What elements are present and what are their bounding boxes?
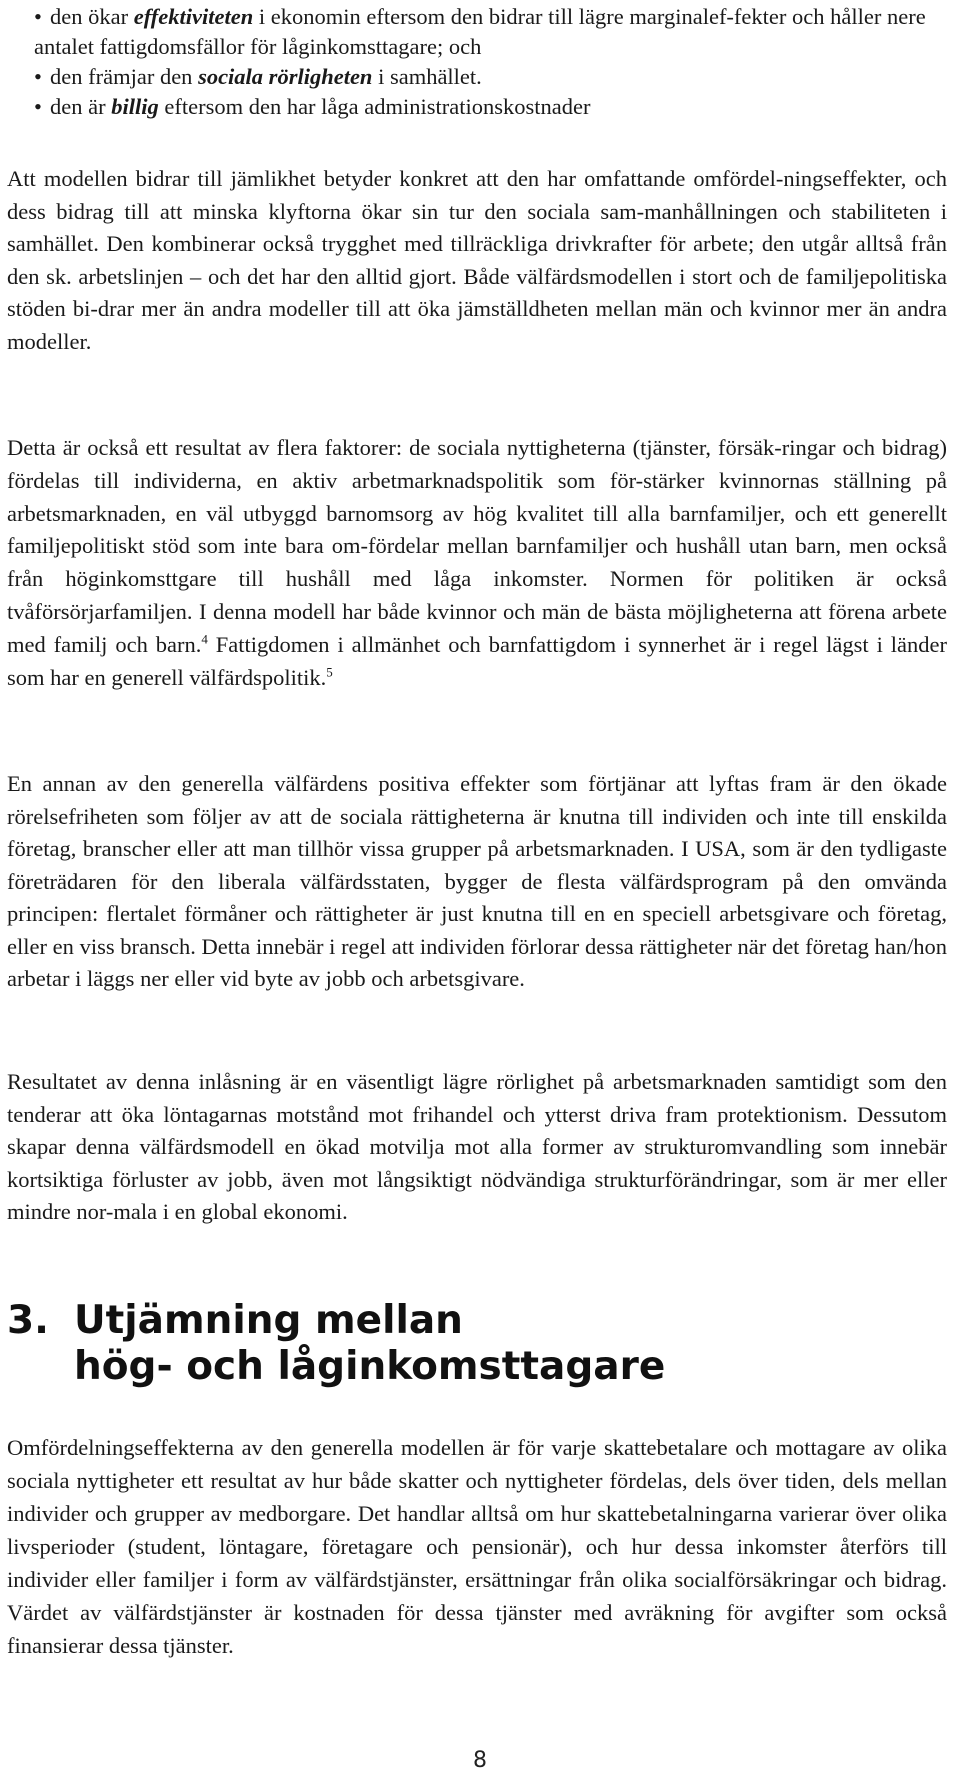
footnote-ref[interactable]: 5	[326, 664, 333, 680]
bullet-emphasis: effektiviteten	[133, 4, 254, 29]
bullet-item-cheap: • den är billig eftersom den har låga administrationskostnader	[34, 94, 591, 119]
section-title-line1: Utjämning mellan	[74, 1298, 463, 1343]
bullet-emphasis: sociala rörligheten	[198, 64, 373, 89]
bullet-emphasis: billig	[111, 94, 159, 119]
paragraph-lock-in: Resultatet av denna inlåsning är en väsentligt lägre rörlighet på arbetsmarknaden samtidigt som den tenderar att öka löntagarnas motstånd mot frihandel och ytterst driva fram protektionism. Dessutom skapar denna välfärdsmodell en ökad motvilja mot alla former av strukturomvandling som innebär kortsiktiga förluster av jobb, även mot långsiktigt nödvändiga strukturförändringar, som är mer eller mindre nor-mala i en global ekonomi.	[7, 1069, 947, 1224]
bullet-item-mobility: • den främjar den sociala rörligheten i samhället.	[34, 64, 482, 89]
footnote-ref[interactable]: 4	[201, 631, 208, 647]
section-title-line2: hög- och låginkomsttagare	[74, 1344, 666, 1389]
section-number: 3.	[7, 1298, 49, 1343]
page-number: 8	[473, 1748, 487, 1773]
section-heading	[7, 1298, 947, 1390]
paragraph-factors: Detta är också ett resultat av flera faktorer: de sociala nyttigheterna (tjänster, försäk-ringar och bidrag) fördelas till individerna, en aktiv arbetmarknadspolitik som för-stärker kvinnornas ställning på arbetsmarknaden, en väl utbyggd barnomsorg av hög kvalitet till alla barnfamiljer, och ett generellt familjepolitiskt stöd som inte bara om-fördelar mellan barnfamiljer och hushåll utan barn, men också från höginkomsttgare till hushåll med låga inkomster. Normen för politiken är också tvåförsörjarfamiljen. I denna modell har både kvinnor och män de bästa möjligheterna att förena arbete med familj och barn.$^4$ Fattigdomen i allmänhet och barnfattigdom i synnerhet är i regel lägst i länder som har en generell välfärdspolitik.$^5$	[7, 435, 947, 690]
paragraph-redistribution: Omfördelningseffekterna av den generella modellen är för varje skattebetalare och mottagare av olika sociala nyttigheter ett resultat av hur både skatter och nyttigheter fördelas, dels över tiden, dels mellan individer och grupper av medborgare. Det handlar alltså om hur skattebetalningarna varierar över olika livsperioder (student, löntagare, företagare och pensionär), och hur dessa inkomster återförs till individer eller familjer i form av välfärdstjänster, ersättningar från olika socialförsäkringar och bidrag. Värdet av välfärdstjänster är kostnaden för dessa tjänster med avräkning för avgifter som också finansierar dessa tjänster.	[7, 1435, 947, 1658]
bullet-item-efficiency: • den ökar effektiviteten i ekonomin eftersom den bidrar till lägre marginalef-fekter och håller nere antalet fattigdomsfällor för låginkomsttagare; och	[34, 4, 926, 59]
bullet-list	[34, 2, 944, 122]
paragraph-equality: Att modellen bidrar till jämlikhet betyder konkret att den har omfattande omfördel-ningseffekter, och dess bidrag till att minska klyftorna ökar sin tur den sociala sam-manhållningen och stabiliteten i samhället. Den kombinerar också trygghet med tillräckliga drivkrafter för arbete; den utgår alltså från den sk. arbetslinjen – och det har den alltid gjort. Både välfärdsmodellen i stort och de familjepolitiska stöden bi-drar mer än andra modeller till att öka jämställdheten mellan män och kvinnor mer än andra modeller.	[7, 166, 947, 354]
paragraph-mobility: En annan av den generella välfärdens positiva effekter som förtjänar att lyftas fram är den ökade rörelsefriheten som följer av att de sociala rättigheterna är knutna till individen och inte till enskilda företag, branscher eller att man tillhör vissa grupper på arbetsmarknaden. I USA, som är den tydligaste företrädaren för den liberala välfärdsstaten, bygger de flesta välfärdsprogram på den omvända principen: flertalet förmåner och rättigheter är just knutna till en en speciell arbetsgivare och företag, eller en viss bransch. Detta innebär i regel att individen förlorar dessa rättigheter när det företag han/hon arbetar i läggs ner eller vid byte av jobb och arbetsgivare.	[7, 771, 947, 991]
